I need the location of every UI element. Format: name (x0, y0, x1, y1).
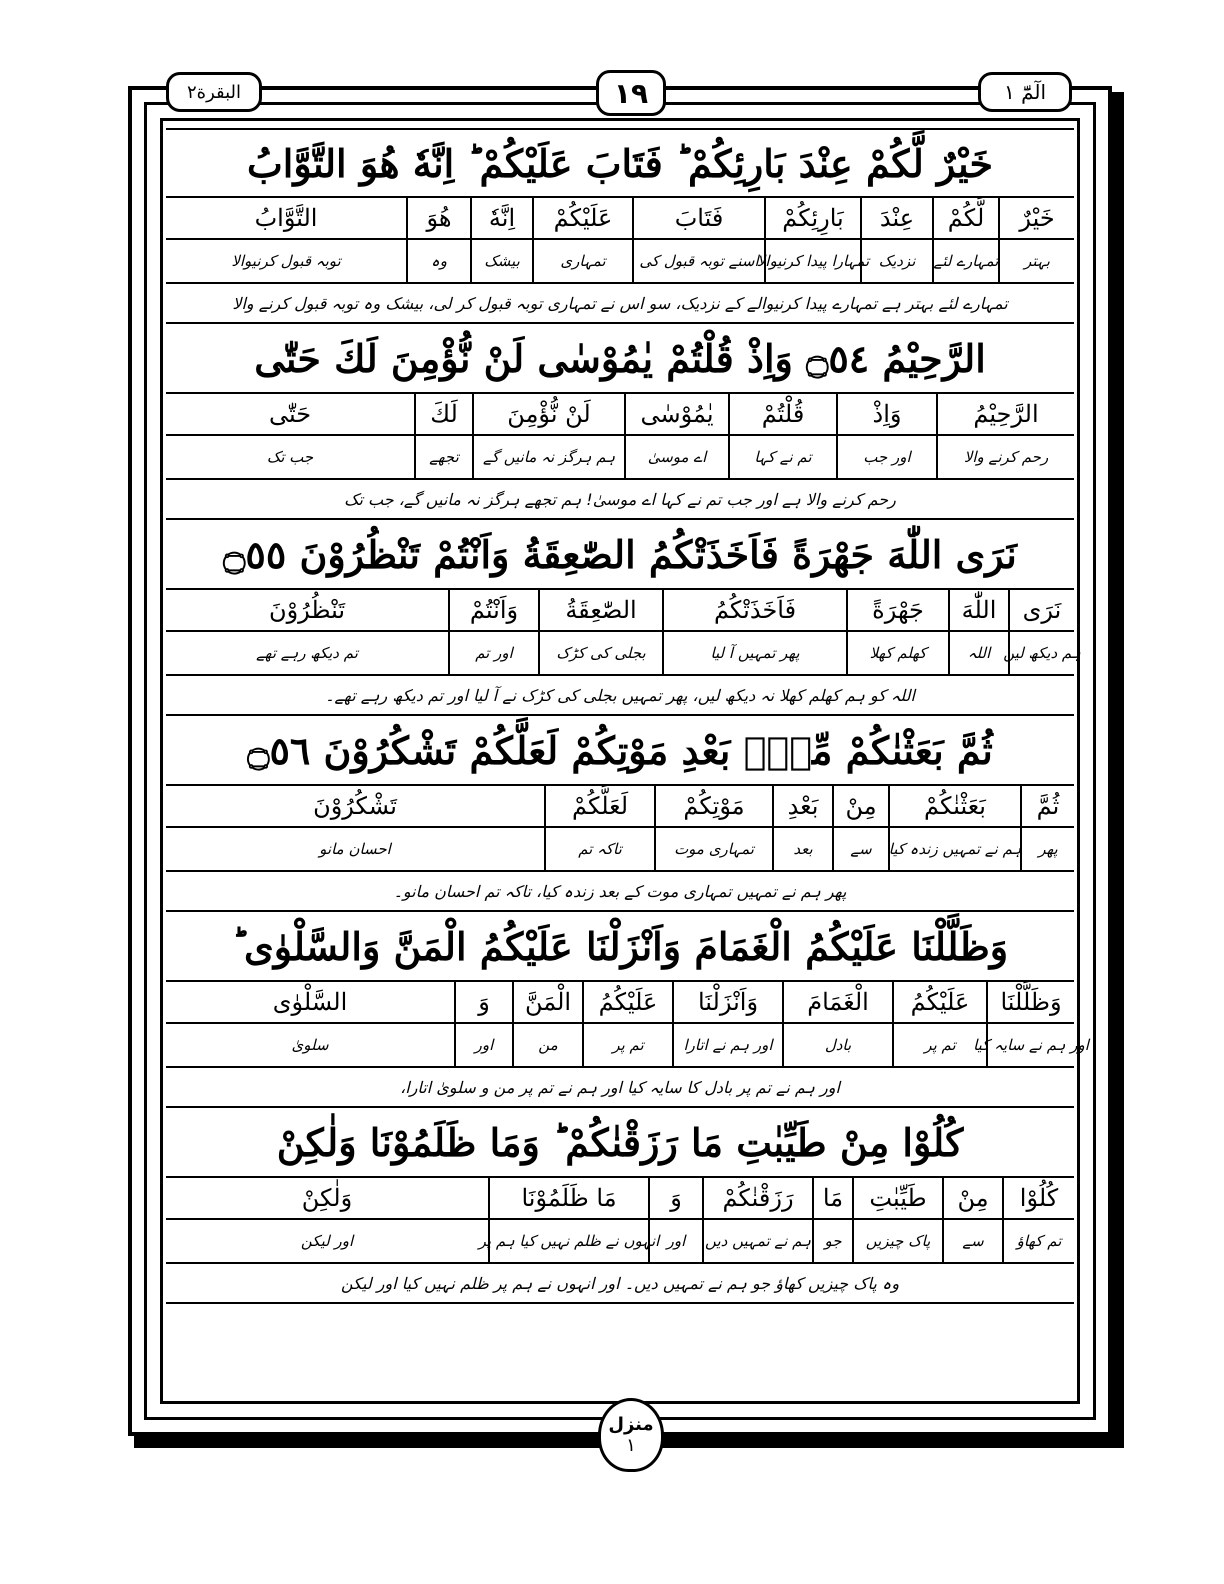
arabic-word-cell: قُلْتُمْ (728, 394, 836, 434)
arabic-words-row (166, 590, 1074, 632)
urdu-meaning-cell: اے موسیٰ (624, 436, 728, 478)
verse-line: نَرَى اللّٰهَ جَهْرَةً فَاَخَذَتْكُمُ الصّٰعِقَةُ وَاَنْتُمْ تَنْظُرُوْنَ ۝٥٥ (166, 520, 1074, 590)
urdu-meaning-cell: تاکہ تم (544, 828, 654, 870)
arabic-word-cell: لَّكُمْ (932, 198, 998, 238)
urdu-meaning-cell: اور ہم نے سایہ کیا (986, 1024, 1074, 1066)
urdu-meaning-cell: ہم نے تمہیں زندہ کیا (888, 828, 1020, 870)
urdu-meaning-cell: اللہ (948, 632, 1008, 674)
arabic-word-cell: وَ (648, 1178, 702, 1218)
urdu-meaning-cell: تجھے (414, 436, 472, 478)
arabic-word-cell: وَاَنْزَلْنَا (672, 982, 782, 1022)
arabic-word-cell: مِنْ (832, 786, 888, 826)
urdu-meaning-cell: ہم نے تمہیں دیں (702, 1220, 812, 1262)
arabic-words-row (166, 1178, 1074, 1220)
arabic-word-cell: مَوْتِكُمْ (654, 786, 772, 826)
arabic-word-cell: وَاَنْتُمْ (448, 590, 538, 630)
urdu-meanings-row (166, 240, 1074, 282)
arabic-word-cell: وَ (454, 982, 512, 1022)
arabic-word-cell: عَلَيْكُمُ (892, 982, 986, 1022)
urdu-meaning-cell: ہم ہرگز نہ مانیں گے (472, 436, 624, 478)
arabic-word-cell: لَكَ (414, 394, 472, 434)
arabic-word-cell: مِنْ (942, 1178, 1002, 1218)
urdu-meaning-cell: ہم دیکھ لیں (1008, 632, 1074, 674)
urdu-meaning-cell: تمہاری (532, 240, 632, 282)
urdu-meaning-cell: پھر (1020, 828, 1074, 870)
urdu-translation-line: رحم کرنے والا ہے اور جب تم نے کہا اے موسیٰ! ہم تجھے ہرگز نہ مانیں گے، جب تک (166, 480, 1074, 520)
arabic-word-cell: رَزَقْنٰكُمْ (702, 1178, 812, 1218)
manzil-label: منزل (608, 1414, 654, 1435)
surah-label-tab: البقرة٢ (166, 72, 262, 112)
urdu-meaning-cell: بہتر (998, 240, 1074, 282)
arabic-word-cell: يٰمُوْسٰى (624, 394, 728, 434)
verse-line: خَيْرٌ لَّكُمْ عِنْدَ بَارِئِكُمْ ؕ فَتَابَ عَلَيْكُمْ ؕ اِنَّهٗ هُوَ التَّوَّابُ (166, 128, 1074, 198)
urdu-meaning-cell: اور ہم نے اتارا (672, 1024, 782, 1066)
arabic-word-cell: مَا ظَلَمُوْنَا (488, 1178, 648, 1218)
arabic-word-cell: كُلُوْا (1002, 1178, 1074, 1218)
word-meaning-table (166, 394, 1074, 480)
arabic-words-row (166, 982, 1074, 1024)
arabic-word-cell: فَتَابَ (632, 198, 764, 238)
urdu-meaning-cell: اور (648, 1220, 702, 1262)
urdu-meaning-cell: بیشک (470, 240, 532, 282)
arabic-word-cell: بَارِئِكُمْ (764, 198, 860, 238)
urdu-meaning-cell: بادل (782, 1024, 892, 1066)
urdu-meaning-cell: توبہ قبول کرنیوالا (231, 252, 341, 270)
urdu-meaning-cell: جو (812, 1220, 852, 1262)
arabic-word-cell: جَهْرَةً (846, 590, 948, 630)
urdu-meaning-cell: احسان مانو (319, 840, 391, 858)
arabic-word-cell: لَعَلَّكُمْ (544, 786, 654, 826)
urdu-meanings-row (166, 1220, 1074, 1262)
urdu-meaning-cell: اور تم (448, 632, 538, 674)
arabic-word-cell: بَعْدِ (772, 786, 832, 826)
arabic-word-cell: عَلَيْكُمْ (532, 198, 632, 238)
arabic-words-row (166, 394, 1074, 436)
urdu-meaning-cell: تم کھاؤ (1002, 1220, 1074, 1262)
urdu-meaning-cell: تمہارے لئے (932, 240, 998, 282)
arabic-words-row (166, 786, 1074, 828)
urdu-meaning-cell: من (512, 1024, 582, 1066)
urdu-meanings-row (166, 436, 1074, 478)
urdu-meaning-cell: پھر تمہیں آ لیا (662, 632, 846, 674)
urdu-translation-line: اور ہم نے تم پر بادل کا سایہ کیا اور ہم نے تم پر من و سلویٰ اتارا، (166, 1068, 1074, 1108)
urdu-meaning-cell: جب تک (266, 448, 314, 466)
urdu-meaning-cell: بجلی کی کڑک (538, 632, 662, 674)
arabic-word-cell: فَاَخَذَتْكُمُ (662, 590, 846, 630)
page-number-tab: ١٩ (596, 70, 666, 116)
arabic-word-cell: لَنْ نُّؤْمِنَ (472, 394, 624, 434)
arabic-word-cell: خَيْرٌ (998, 198, 1074, 238)
arabic-word-cell: مَا (812, 1178, 852, 1218)
urdu-meaning-cell: سے (832, 828, 888, 870)
arabic-word-cell: الصّٰعِقَةُ (538, 590, 662, 630)
urdu-meanings-row (166, 1024, 1089, 1066)
verse-line: ثُمَّ بَعَثْنٰكُمْ مِّنْۢ بَعْدِ مَوْتِكُمْ لَعَلَّكُمْ تَشْكُرُوْنَ ۝٥٦ (166, 716, 1074, 786)
urdu-meaning-cell: وہ (406, 240, 470, 282)
arabic-word-cell: حَتّٰى (268, 400, 312, 428)
arabic-word-cell: ثُمَّ (1020, 786, 1074, 826)
urdu-translation-line: تمہارے لئے بہتر ہے تمہارے پیدا کرنیوالے کے نزدیک، سو اس نے تمہاری توبہ قبول کر لی، بیشک وہ توبہ قبول کرنے والا (166, 284, 1074, 324)
verse-line: وَظَلَّلْنَا عَلَيْكُمُ الْغَمَامَ وَاَنْزَلْنَا عَلَيْكُمُ الْمَنَّ وَالسَّلْوٰى ؕ (166, 912, 1074, 982)
arabic-word-cell: عَلَيْكُمُ (582, 982, 672, 1022)
urdu-meaning-cell: انہوں نے ظلم نہیں کیا ہم پر (488, 1220, 648, 1262)
urdu-translation-line: اللہ کو ہم کھلم کھلا نہ دیکھ لیں، پھر تمہیں بجلی کی کڑک نے آ لیا اور تم دیکھ رہے تھے۔ (166, 676, 1074, 716)
urdu-meaning-cell: اور (454, 1024, 512, 1066)
urdu-meaning-cell: تم پر (582, 1024, 672, 1066)
urdu-meaning-cell: بعد (772, 828, 832, 870)
arabic-word-cell: هُوَ (406, 198, 470, 238)
urdu-meaning-cell: اور جب (836, 436, 936, 478)
urdu-meaning-cell: سے (942, 1220, 1002, 1262)
urdu-translation-line: وہ پاک چیزیں کھاؤ جو ہم نے تمہیں دیں۔ اور انہوں نے ہم پر ظلم نہیں کیا اور لیکن (166, 1264, 1074, 1304)
word-meaning-table (166, 982, 1089, 1068)
urdu-meaning-cell: تمہاری موت (654, 828, 772, 870)
word-meaning-table (166, 1178, 1074, 1264)
manzil-badge (598, 1398, 664, 1472)
arabic-word-cell: تَنْظُرُوْنَ (268, 596, 346, 624)
arabic-word-cell: طَيِّبٰتِ (852, 1178, 942, 1218)
urdu-meanings-row (166, 632, 1081, 674)
urdu-meaning-cell: نزدیک (860, 240, 932, 282)
urdu-translation-line: پھر ہم نے تمہیں تمہاری موت کے بعد زندہ کیا، تاکہ تم احسان مانو۔ (166, 872, 1074, 912)
arabic-word-cell: الْمَنَّ (512, 982, 582, 1022)
page-content (166, 128, 1089, 1304)
urdu-meaning-cell: اسنے توبہ قبول کی (632, 240, 764, 282)
urdu-meaning-cell: تم پر (892, 1024, 986, 1066)
manzil-number: ١ (626, 1435, 636, 1456)
verse-line: كُلُوْا مِنْ طَيِّبٰتِ مَا رَزَقْنٰكُمْ ؕ وَمَا ظَلَمُوْنَا وَلٰكِنْ (166, 1108, 1074, 1178)
urdu-meanings-row (166, 828, 1074, 870)
arabic-word-cell: وَظَلَّلْنَا (986, 982, 1074, 1022)
word-meaning-table (166, 198, 1074, 284)
arabic-words-row (166, 198, 1074, 240)
urdu-meaning-cell: پاک چیزیں (852, 1220, 942, 1262)
arabic-word-cell: تَشْكُرُوْنَ (313, 792, 397, 820)
arabic-word-cell: الْغَمَامَ (782, 982, 892, 1022)
arabic-word-cell: السَّلْوٰى (272, 988, 348, 1016)
urdu-meaning-cell: تم نے کہا (728, 436, 836, 478)
arabic-word-cell: وَاِذْ (836, 394, 936, 434)
arabic-word-cell: التَّوَّابُ (254, 204, 318, 232)
arabic-word-cell: الرَّحِيْمُ (936, 394, 1074, 434)
urdu-meaning-cell: کھلم کھلا (846, 632, 948, 674)
urdu-meaning-cell: اور لیکن (300, 1232, 354, 1250)
urdu-meaning-cell: رحم کرنے والا (936, 436, 1074, 478)
arabic-word-cell: اِنَّهٗ (470, 198, 532, 238)
arabic-word-cell: نَرَى (1008, 590, 1074, 630)
urdu-meaning-cell: سلویٰ (291, 1036, 329, 1054)
arabic-word-cell: وَلٰكِنْ (301, 1184, 353, 1212)
arabic-word-cell: بَعَثْنٰكُمْ (888, 786, 1020, 826)
arabic-word-cell: اللّٰهَ (948, 590, 1008, 630)
arabic-word-cell: عِنْدَ (860, 198, 932, 238)
urdu-meaning-cell: تمہارا پیدا کرنیوالا (764, 240, 860, 282)
urdu-meaning-cell: تم دیکھ رہے تھے (256, 644, 358, 662)
para-label-tab: الٓمّٓ ١ (978, 72, 1072, 112)
word-meaning-table (166, 590, 1081, 676)
verse-line: الرَّحِيْمُ ۝٥٤ وَاِذْ قُلْتُمْ يٰمُوْسٰى لَنْ نُّؤْمِنَ لَكَ حَتّٰى (166, 324, 1074, 394)
word-meaning-table (166, 786, 1074, 872)
